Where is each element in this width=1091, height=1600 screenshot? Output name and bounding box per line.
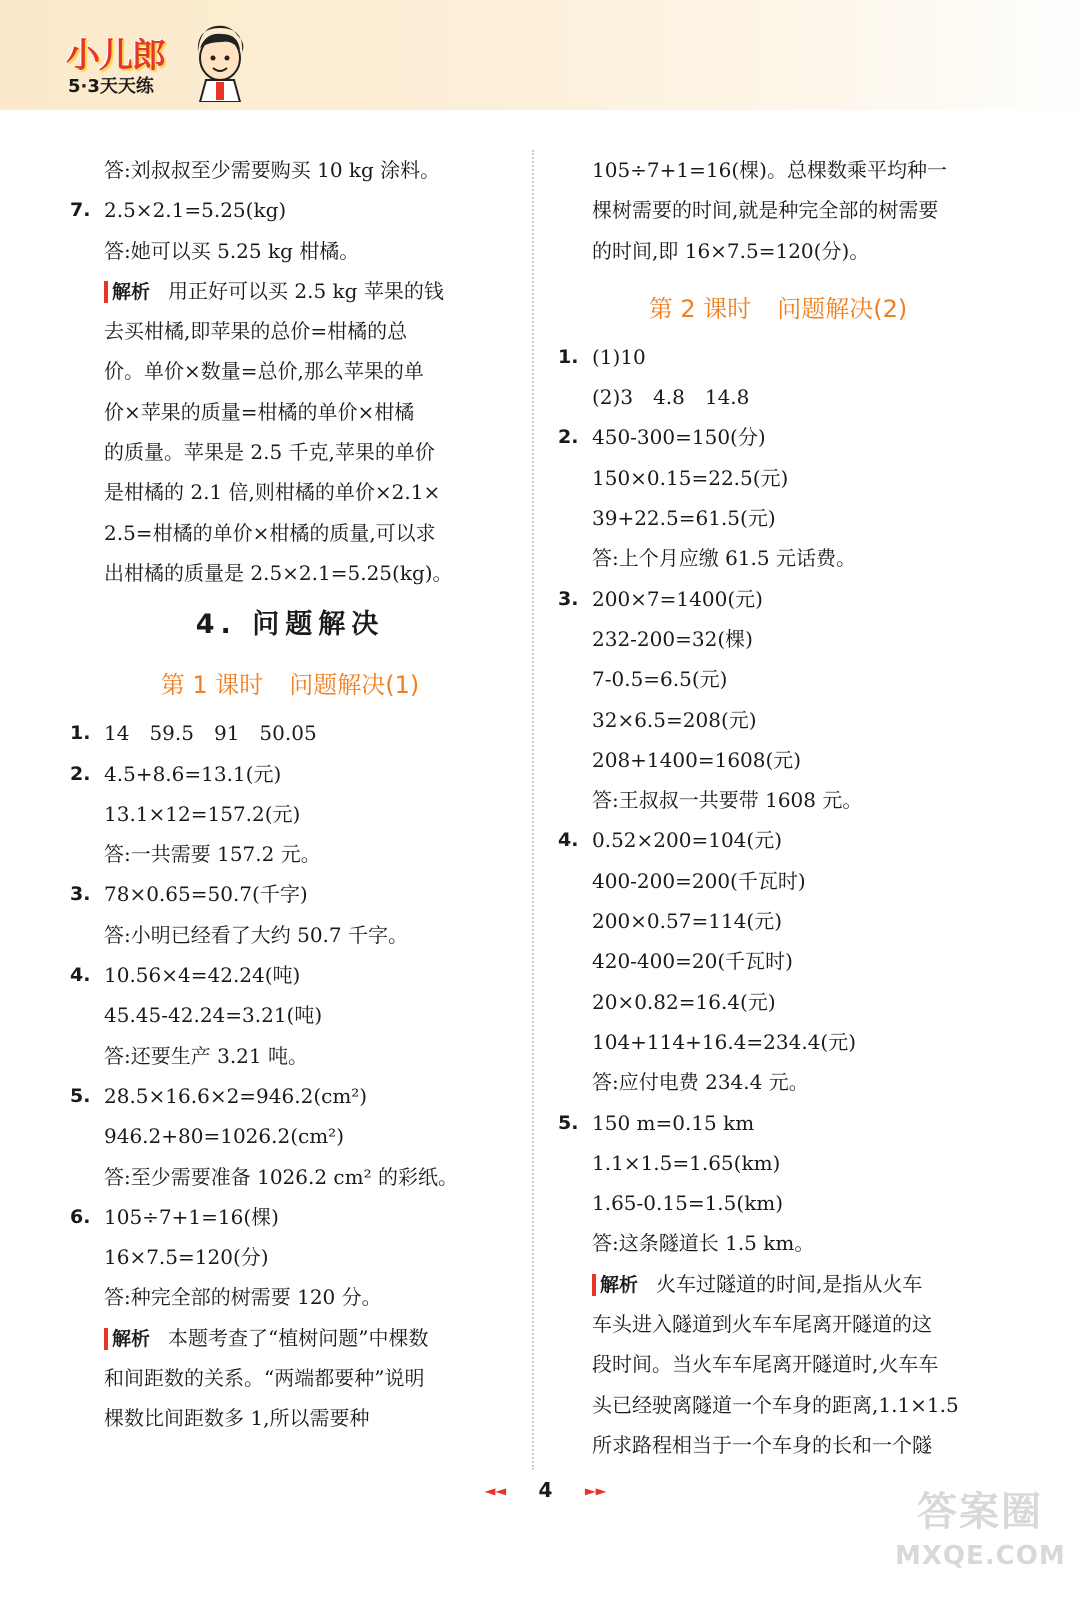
answer-line: 答:王叔叔一共要带 1608 元。 — [592, 788, 863, 813]
analysis-tag: 解析 — [592, 1274, 638, 1296]
right-column — [558, 150, 998, 1465]
answer-line: 答:上个月应缴 61.5 元话费。 — [592, 546, 856, 571]
watermark-top: 答案圈 — [917, 1489, 1043, 1535]
work-line: 400-200=200(千瓦时) — [592, 868, 806, 893]
section-title: 4. 问题解决 — [195, 609, 385, 641]
analysis-line: 的质量。苹果是 2.5 千克,苹果的单价 — [104, 440, 435, 465]
answer-line: 答:小明已经看了大约 50.7 千字。 — [104, 922, 408, 947]
answer-line: 答:她可以买 5.25 kg 柑橘。 — [104, 238, 360, 263]
analysis-line: 解析 本题考查了“植树问题”中棵数 — [70, 1318, 510, 1358]
answer-line: 答:刘叔叔至少需要购买 10 kg 涂料。 — [104, 158, 441, 182]
question-2: 2. 4.5+8.6=13.1(元) — [70, 761, 282, 786]
question-1: 1. (1)10 — [558, 344, 646, 369]
question-1: 1. 14 59.5 91 50.05 — [70, 721, 317, 746]
series-name: 5·3天天练 — [68, 76, 154, 97]
analysis-line: 棵数比间距数多 1,所以需要种 — [104, 1406, 370, 1431]
analysis-line: 的时间,即 16×7.5=120(分)。 — [592, 238, 870, 263]
question-5: 5. 150 m=0.15 km — [558, 1110, 755, 1135]
question-7: 7. 2.5×2.1=5.25(kg) — [70, 198, 287, 223]
answer-line: 答:至少需要准备 1026.2 cm² 的彩纸。 — [104, 1164, 458, 1189]
analysis-line: 段时间。当火车车尾离开隧道时,火车车 — [592, 1352, 939, 1377]
work-line: 104+114+16.4=234.4(元) — [592, 1029, 857, 1054]
work-line: 32×6.5=208(元) — [592, 707, 757, 732]
mascot-icon — [186, 22, 252, 102]
analysis-line: 105÷7+1=16(棵)。总棵数乘平均种一 — [592, 158, 947, 182]
work-line: 232-200=32(棵) — [592, 626, 753, 651]
analysis-line: 去买柑橘,即苹果的总价=柑橘的总 — [104, 319, 408, 344]
work-line: (2)3 4.8 14.8 — [592, 385, 750, 410]
question-4: 4. 0.52×200=104(元) — [558, 828, 782, 853]
analysis-line: 棵树需要的时间,就是种完全部的树需要 — [592, 198, 939, 223]
work-line: 20×0.82=16.4(元) — [592, 989, 776, 1014]
analysis-line: 车头进入隧道到火车车尾离开隧道的这 — [592, 1312, 932, 1337]
answer-line: 答:还要生产 3.21 吨。 — [104, 1043, 308, 1068]
answer-line: 答:一共需要 157.2 元。 — [104, 842, 321, 867]
work-line: 16×7.5=120(分) — [104, 1245, 269, 1270]
answer-line: 答:应付电费 234.4 元。 — [592, 1070, 809, 1095]
analysis-line: 解析 火车过隧道的时间,是指从火车 — [558, 1264, 998, 1304]
lesson-2-title: 第 2 课时 问题解决(2) — [648, 294, 908, 323]
question-3: 3. 78×0.65=50.7(千字) — [70, 882, 308, 907]
analysis-tag: 解析 — [104, 281, 150, 303]
analysis-line: 出柑橘的质量是 2.5×2.1=5.25(kg)。 — [104, 560, 453, 585]
watermark-logo — [895, 1485, 1065, 1585]
work-line: 1.1×1.5=1.65(km) — [592, 1150, 781, 1175]
analysis-line: 所求路程相当于一个车身的长和一个隧 — [592, 1432, 932, 1457]
question-6: 6. 105÷7+1=16(棵) — [70, 1204, 279, 1229]
work-line: 150×0.15=22.5(元) — [592, 465, 789, 490]
answer-line: 答:这条隧道长 1.5 km。 — [592, 1231, 815, 1256]
lesson-1-title: 第 1 课时 问题解决(1) — [160, 671, 420, 700]
watermark-bottom: MXQE.COM — [895, 1541, 1066, 1571]
work-line: 200×0.57=114(元) — [592, 909, 782, 934]
brand-logo — [66, 22, 246, 104]
work-line: 208+1400=1608(元) — [592, 747, 802, 772]
question-3: 3. 200×7=1400(元) — [558, 586, 763, 611]
analysis-line: 价×苹果的质量=柑橘的单价×柑橘 — [104, 399, 415, 424]
brand-name: 小儿郎 — [66, 36, 165, 76]
analysis-line: 和间距数的关系。“两端都要种”说明 — [104, 1366, 425, 1391]
analysis-line: 头已经驶离隧道一个车身的距离,1.1×1.5 — [592, 1392, 959, 1417]
work-line: 45.45-42.24=3.21(吨) — [104, 1003, 323, 1028]
left-column — [70, 150, 510, 1439]
work-line: 39+22.5=61.5(元) — [592, 506, 776, 531]
answer-line: 答:种完全部的树需要 120 分。 — [104, 1285, 382, 1310]
next-page-arrows-icon: ►► — [584, 1483, 607, 1500]
analysis-line: 解析 用正好可以买 2.5 kg 苹果的钱 — [70, 271, 510, 311]
analysis-line: 2.5=柑橘的单价×柑橘的质量,可以求 — [104, 520, 436, 545]
question-4: 4. 10.56×4=42.24(吨) — [70, 963, 301, 988]
column-divider — [532, 150, 534, 1470]
work-line: 946.2+80=1026.2(cm²) — [104, 1124, 344, 1149]
work-line: 1.65-0.15=1.5(km) — [592, 1191, 784, 1216]
prev-page-arrows-icon: ◄◄ — [484, 1483, 507, 1500]
page-number: 4 — [538, 1478, 553, 1502]
analysis-line: 是柑橘的 2.1 倍,则柑橘的单价×2.1× — [104, 480, 441, 505]
question-5: 5. 28.5×16.6×2=946.2(cm²) — [70, 1083, 368, 1108]
analysis-tag: 解析 — [104, 1328, 150, 1350]
analysis-line: 价。单价×数量=总价,那么苹果的单 — [104, 359, 424, 384]
work-line: 7-0.5=6.5(元) — [592, 667, 728, 692]
question-2: 2. 450-300=150(分) — [558, 425, 766, 450]
work-line: 13.1×12=157.2(元) — [104, 801, 301, 826]
work-line: 420-400=20(千瓦时) — [592, 949, 793, 974]
